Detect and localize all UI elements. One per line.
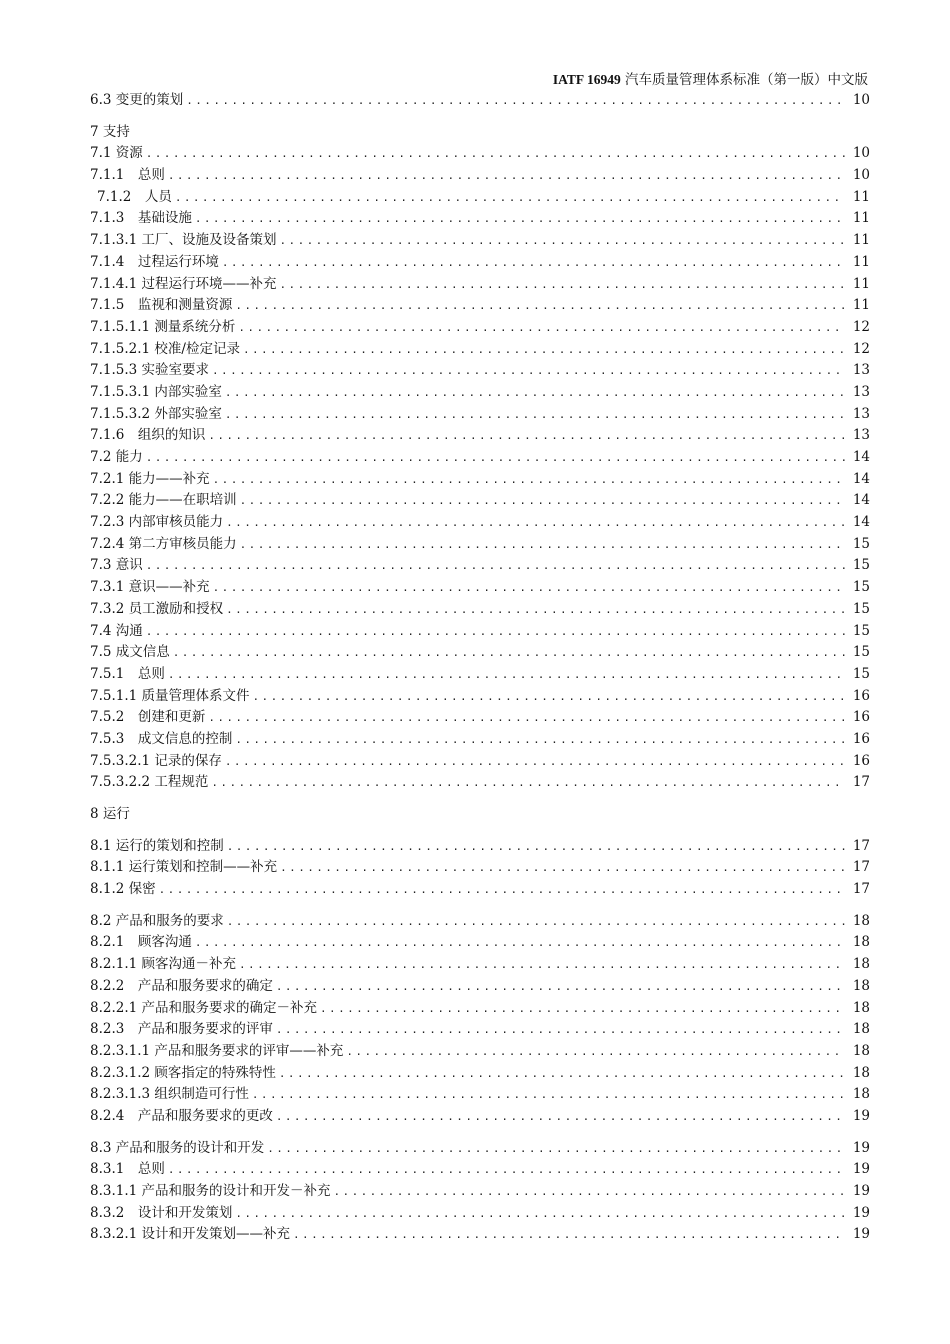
toc-entry-page-number: 14 (852, 449, 870, 465)
toc-dot-leader (235, 295, 845, 317)
toc-entry-label: 7.1.5.3.1 内部实验室 (90, 383, 222, 400)
toc-entry[interactable] (90, 143, 870, 165)
toc-entry[interactable] (90, 998, 870, 1020)
toc-entry-page-number: 11 (852, 188, 870, 205)
toc-entry[interactable] (90, 490, 870, 512)
toc-entry-page-number: 13 (852, 427, 870, 444)
toc-entry-label: 7.5.2 创建和更新 (90, 709, 206, 726)
toc-entry-page-number: 16 (852, 752, 870, 769)
toc-entry-page-number: 17 (852, 859, 870, 876)
toc-entry-label: 8.3.1 总则 (90, 1161, 165, 1178)
toc-entry-label: 7.2.4 第二方审核员能力 (90, 535, 237, 552)
toc-entry[interactable] (90, 317, 870, 339)
toc-entry[interactable] (90, 954, 870, 976)
toc-dot-leader (186, 90, 845, 112)
toc-entry[interactable] (90, 339, 870, 361)
toc-entry[interactable] (90, 1084, 870, 1106)
toc-dot-leader (346, 1041, 845, 1063)
toc-dot-leader (334, 1181, 845, 1203)
toc-section-heading: 8 运行 (90, 806, 130, 822)
toc-entry[interactable] (90, 836, 870, 858)
header-title: 汽车质量管理体系标准（第一版）中文版 (620, 72, 868, 88)
toc-entry-label: 8.2.3.1.1 产品和服务要求的评审——补充 (90, 1042, 344, 1059)
toc-dot-leader (280, 857, 845, 879)
toc-entry[interactable] (90, 857, 870, 879)
toc-entry-label: 7.1.5.3.2 外部实验室 (90, 405, 222, 422)
toc-entry-page-number: 18 (852, 977, 870, 994)
toc-entry[interactable] (90, 751, 870, 773)
toc-entry-page-number: 11 (852, 297, 870, 314)
toc-entry-page-number: 19 (852, 1107, 870, 1124)
toc-entry[interactable] (90, 404, 870, 426)
toc-entry[interactable] (90, 274, 870, 296)
toc-entry-page-number: 14 (852, 492, 870, 509)
toc-entry[interactable] (90, 772, 870, 794)
toc-dot-leader (226, 599, 845, 621)
toc-entry-label: 7.1.6 组织的知识 (90, 427, 206, 444)
toc-entry[interactable] (90, 1138, 870, 1160)
toc-dot-leader (280, 230, 845, 252)
toc-dot-leader (243, 339, 845, 361)
toc-dot-leader (146, 555, 845, 577)
toc-entry-label: 7.1.2 人员 (97, 188, 172, 205)
toc-entry-page-number: 19 (852, 1226, 870, 1243)
toc-entry-label: 8.2.3.1.2 顾客指定的特殊特性 (90, 1064, 276, 1081)
toc-entry-label: 7.1.4 过程运行环境 (90, 253, 219, 270)
toc-entry[interactable] (90, 686, 870, 708)
toc-entry-page-number: 12 (852, 340, 870, 357)
toc-entry[interactable] (90, 252, 870, 274)
toc-dot-leader (276, 1019, 845, 1041)
toc-dot-leader (175, 187, 845, 209)
toc-entry-label: 7.1.1 总则 (90, 167, 165, 184)
toc-dot-leader (252, 1084, 845, 1106)
toc-entry-label: 7.2 能力 (90, 449, 143, 465)
toc-entry[interactable] (90, 469, 870, 491)
toc-entry-page-number: 11 (852, 232, 870, 249)
toc-entry-page-number: 17 (852, 881, 870, 898)
toc-entry-label: 6.3 变更的策划 (90, 92, 184, 108)
toc-entry-label: 7.5.3.2.2 工程规范 (90, 774, 209, 791)
toc-entry-page-number: 18 (852, 1021, 870, 1038)
toc-dot-leader (240, 534, 845, 556)
toc-entry-page-number: 15 (852, 579, 870, 596)
toc-dot-leader (227, 911, 845, 933)
toc-entry-label: 8.2.4 产品和服务要求的更改 (90, 1107, 273, 1124)
toc-entry-page-number: 13 (852, 405, 870, 422)
toc-entry[interactable] (90, 295, 870, 317)
toc-entry-page-number: 18 (852, 934, 870, 951)
toc-entry-page-number: 15 (852, 622, 870, 639)
toc-dot-leader (320, 998, 845, 1020)
toc-entry-label: 7.5.1.1 质量管理体系文件 (90, 687, 250, 704)
toc-entry-label: 7.3.1 意识——补充 (90, 579, 210, 596)
toc-entry[interactable] (90, 664, 870, 686)
toc-entry-page-number: 19 (852, 1139, 870, 1156)
toc-entry-label: 7.1.4.1 过程运行环境——补充 (90, 275, 277, 292)
toc-entry-page-number: 15 (852, 644, 870, 661)
toc-entry[interactable] (90, 382, 870, 404)
toc-entry-page-number: 17 (852, 774, 870, 791)
toc-dot-leader (146, 143, 845, 165)
toc-entry-page-number: 15 (852, 665, 870, 682)
toc-entry[interactable] (90, 1063, 870, 1085)
toc-entry[interactable] (90, 208, 870, 230)
toc-dot-leader (226, 512, 845, 534)
toc-dot-leader (222, 252, 845, 274)
toc-dot-leader (276, 1106, 845, 1128)
toc-entry[interactable] (90, 1181, 870, 1203)
toc-entry[interactable] (90, 577, 870, 599)
toc-dot-leader (195, 932, 845, 954)
toc-dot-leader (279, 1063, 845, 1085)
toc-dot-leader (208, 707, 845, 729)
toc-entry-label: 7.5 成文信息 (90, 644, 170, 661)
toc-entry-page-number: 18 (852, 999, 870, 1016)
toc-entry[interactable] (90, 230, 870, 252)
toc-entry-page-number: 16 (852, 709, 870, 726)
toc-dot-leader (240, 490, 845, 512)
toc-entry-label: 7.1.5.3 实验室要求 (90, 362, 210, 379)
toc-entry-label: 7.1.5 监视和测量资源 (90, 297, 233, 314)
toc-dot-leader (280, 274, 845, 296)
toc-entry[interactable] (90, 1041, 870, 1063)
toc-dot-leader (208, 425, 845, 447)
toc-dot-leader (211, 772, 845, 794)
toc-entry-page-number: 13 (852, 383, 870, 400)
toc-dot-leader (225, 751, 845, 773)
toc-dot-leader (225, 404, 845, 426)
toc-dot-leader (212, 360, 845, 382)
toc-entry-page-number: 11 (852, 210, 870, 227)
toc-dot-leader (267, 1138, 845, 1160)
toc-dot-leader (213, 577, 845, 599)
toc-dot-leader (168, 165, 845, 187)
toc-dot-leader (238, 317, 845, 339)
toc-entry-label: 8.2.1 顾客沟通 (90, 934, 192, 951)
toc-dot-leader (168, 1159, 845, 1181)
toc-entry[interactable] (90, 911, 870, 933)
toc-dot-leader (276, 976, 845, 998)
toc-entry-page-number: 18 (852, 1064, 870, 1081)
toc-entry-label: 8.3.1.1 产品和服务的设计和开发－补充 (90, 1183, 331, 1199)
toc-entry[interactable] (90, 1019, 870, 1041)
toc-entry-page-number: 15 (852, 600, 870, 617)
toc-entry-label: 8.1.2 保密 (90, 881, 156, 898)
toc-entry-page-number: 19 (852, 1183, 870, 1199)
toc-dot-leader (159, 879, 845, 901)
toc-dot-leader (213, 469, 845, 491)
toc-entry[interactable] (90, 879, 870, 901)
toc-entry[interactable] (90, 1159, 870, 1181)
toc-dot-leader (195, 208, 845, 230)
toc-entry-label: 7.1.3.1 工厂、设施及设备策划 (90, 232, 277, 249)
toc-entry-label: 7.2.1 能力——补充 (90, 470, 210, 487)
toc-entry[interactable] (90, 932, 870, 954)
toc-entry[interactable] (90, 976, 870, 998)
running-header (553, 68, 868, 88)
toc-dot-leader (146, 621, 845, 643)
toc-entry[interactable] (90, 1106, 870, 1128)
toc-entry-page-number: 19 (852, 1204, 870, 1221)
toc-entry-label: 7.3.2 员工激励和授权 (90, 600, 224, 617)
toc-entry[interactable] (90, 642, 870, 664)
toc-entry-label: 8.2.2 产品和服务要求的确定 (90, 977, 273, 994)
toc-entry-label: 8.1.1 运行策划和控制——补充 (90, 859, 278, 876)
toc-entry[interactable] (90, 1203, 870, 1225)
toc-entry-label: 8.2.3 产品和服务要求的评审 (90, 1021, 273, 1038)
toc-dot-leader (227, 836, 845, 858)
toc-entry-page-number: 15 (852, 535, 870, 552)
toc-dot-leader (225, 382, 845, 404)
toc-entry-label: 7.2.3 内部审核员能力 (90, 514, 224, 531)
toc-entry[interactable] (90, 425, 870, 447)
toc-entry[interactable] (90, 707, 870, 729)
toc-entry-page-number: 19 (852, 1161, 870, 1178)
toc-dot-leader (168, 664, 845, 686)
toc-dot-leader (173, 642, 845, 664)
toc-entry-label: 8.3.2 设计和开发策划 (90, 1204, 233, 1221)
toc-entry[interactable] (90, 90, 870, 112)
toc-dot-leader (239, 954, 845, 976)
toc-entry-label: 8.1 运行的策划和控制 (90, 837, 224, 854)
toc-entry[interactable] (90, 447, 870, 469)
toc-entry[interactable] (90, 512, 870, 534)
toc-entry[interactable] (90, 729, 870, 751)
toc-entry-label: 7.4 沟通 (90, 622, 143, 639)
toc-entry-label: 7.5.3 成文信息的控制 (90, 730, 233, 747)
toc-entry[interactable] (90, 599, 870, 621)
toc-entry[interactable] (90, 165, 870, 187)
toc-entry[interactable] (90, 534, 870, 556)
toc-section-heading: 7 支持 (90, 123, 130, 140)
toc-entry[interactable] (90, 360, 870, 382)
toc-entry-page-number: 18 (852, 1042, 870, 1059)
toc-dot-leader (293, 1224, 845, 1246)
toc-entry-page-number: 14 (852, 470, 870, 487)
toc-entry-page-number: 10 (852, 167, 870, 184)
toc-entry-label: 7.2.2 能力——在职培训 (90, 492, 237, 509)
table-of-contents (90, 90, 870, 1246)
toc-dot-leader (235, 729, 845, 751)
toc-entry-label: 7.1 资源 (90, 145, 143, 162)
toc-entry-label: 7.1.5.1.1 测量系统分析 (90, 318, 236, 335)
toc-entry-label: 8.2 产品和服务的要求 (90, 912, 224, 929)
toc-entry-page-number: 18 (852, 912, 870, 929)
toc-entry-label: 8.3.2.1 设计和开发策划——补充 (90, 1226, 291, 1243)
header-standard-id: IATF 16949 (552, 72, 621, 87)
toc-entry-page-number: 10 (852, 145, 870, 162)
toc-entry[interactable] (90, 555, 870, 577)
toc-entry-label: 8.3 产品和服务的设计和开发 (90, 1139, 265, 1156)
toc-entry-page-number: 18 (852, 956, 870, 973)
toc-entry-page-number: 16 (852, 730, 870, 747)
toc-entry-label: 8.2.1.1 顾客沟通－补充 (90, 956, 237, 973)
toc-entry-label: 7.1.3 基础设施 (90, 210, 192, 227)
toc-entry-label: 7.1.5.2.1 校准/检定记录 (90, 340, 240, 357)
toc-entry-page-number: 16 (852, 687, 870, 704)
toc-entry-page-number: 10 (852, 92, 870, 108)
toc-entry-label: 7.5.1 总则 (90, 665, 165, 682)
toc-entry[interactable] (90, 1224, 870, 1246)
toc-entry-page-number: 18 (852, 1086, 870, 1103)
toc-dot-leader (235, 1203, 845, 1225)
toc-entry-page-number: 11 (852, 253, 870, 270)
toc-entry[interactable] (90, 621, 870, 643)
toc-entry-page-number: 13 (852, 362, 870, 379)
toc-entry-label: 8.2.3.1.3 组织制造可行性 (90, 1086, 249, 1103)
toc-entry-page-number: 15 (852, 557, 870, 574)
toc-entry-label: 8.2.2.1 产品和服务要求的确定－补充 (90, 999, 318, 1016)
toc-entry-page-number: 11 (852, 275, 870, 292)
toc-entry[interactable] (90, 187, 870, 209)
toc-dot-leader (253, 686, 845, 708)
toc-entry-label: 7.5.3.2.1 记录的保存 (90, 752, 222, 769)
toc-entry-page-number: 17 (852, 837, 870, 854)
toc-entry-page-number: 12 (852, 318, 870, 335)
toc-dot-leader (146, 447, 845, 469)
toc-entry-label: 7.3 意识 (90, 557, 143, 574)
toc-entry-page-number: 14 (852, 514, 870, 531)
